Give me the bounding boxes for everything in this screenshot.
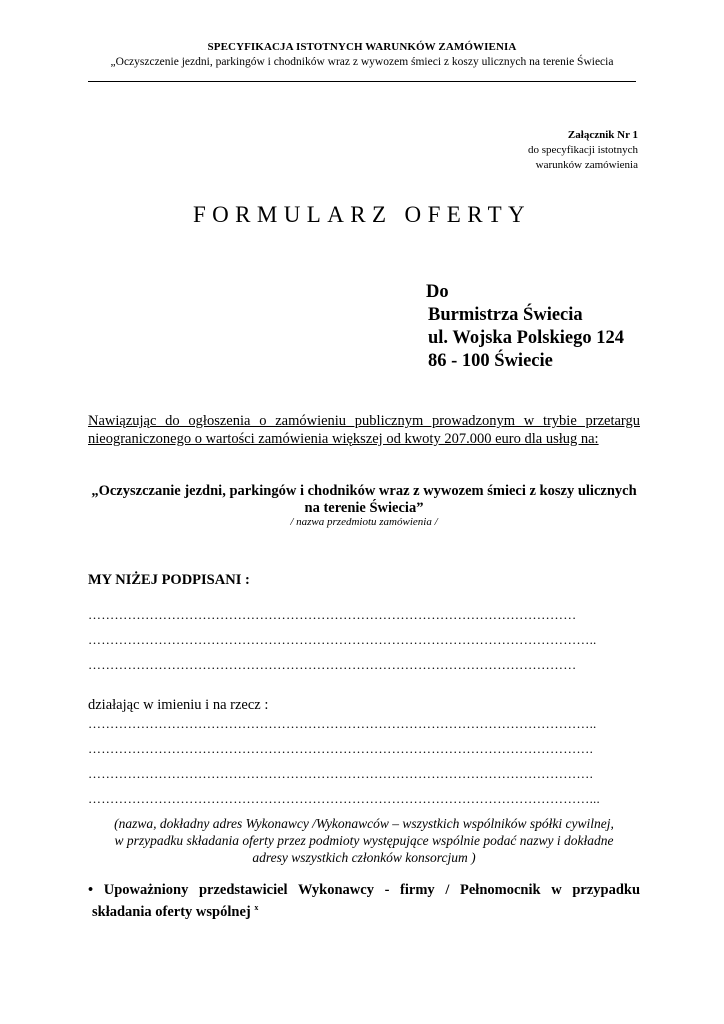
subject-line-2: na terenie Świecia” (304, 500, 424, 516)
representative-text-2: składania oferty wspólnej (92, 904, 251, 920)
annex-line-2: do specyfikacji istotnych (528, 144, 638, 156)
spec-header-subtitle: „Oczyszczenie jezdni, parkingów i chodników wraz z wywozem śmieci z koszy ulicznych na terenie Świecia (110, 56, 614, 68)
acting-fill-line-4[interactable]: ……………………………………………………………………………………………………... (88, 791, 600, 806)
addressee-block (428, 281, 624, 373)
signed-fill-line-2[interactable]: …………………………………………………………………………………………………….. (88, 632, 597, 647)
representative-line-2 (88, 899, 640, 921)
addressee-line-3: ul. Wojska Polskiego 124 (428, 328, 625, 348)
acting-fill-line-1[interactable]: …………………………………………………………………………………………………….. (88, 716, 597, 731)
intro-line-2: nieograniczonego o wartości zamówienia większej od kwoty 207.000 euro dla usług na: (88, 431, 599, 447)
acting-fill-line-2[interactable]: ……………………………………………………………………………………………………. (88, 741, 594, 756)
intro-line-1: Nawiązując do ogłoszenia o zamówieniu publicznym prowadzonym w trybie przetargu (88, 413, 640, 429)
address-note (88, 815, 640, 866)
addressee-line-1: Do (426, 282, 449, 302)
spec-header-title: SPECYFIKACJA ISTOTNYCH WARUNKÓW ZAMÓWIENIA (207, 41, 517, 53)
address-note-line-1: (nazwa, dokładny adres Wykonawcy /Wykonawców – wszystkich wspólników spółki cywilnej, (114, 816, 614, 831)
address-note-line-3: adresy wszystkich członków konsorcjum ) (252, 850, 476, 865)
signed-heading: MY NIŻEJ PODPISANI : (88, 572, 250, 588)
signed-fill-line-3[interactable]: ………………………………………………………………………………………………… (88, 657, 577, 672)
annex-block (528, 128, 638, 173)
annex-label: Załącznik Nr 1 (567, 129, 638, 141)
form-title: FORMULARZ OFERTY (192, 202, 532, 227)
acting-label: działając w imieniu i na rzecz : (88, 697, 269, 713)
footnote-marker: x (254, 903, 259, 912)
subject-block (88, 483, 640, 517)
address-note-line-2: w przypadku składania oferty przez podmioty występujące wspólnie podać nazwy i dokładne (114, 833, 614, 848)
representative-text-1: Upoważniony przedstawiciel Wykonawcy - firmy / Pełnomocnik w przypadku (103, 882, 641, 898)
addressee-line-4: 86 - 100 Świecie (428, 351, 553, 371)
addressee-line-2: Burmistrza Świecia (428, 305, 583, 325)
subject-line-1: „Oczyszczanie jezdni, parkingów i chodników wraz z wywozem śmieci z koszy ulicznych (91, 483, 637, 499)
bullet-icon: • (88, 882, 94, 898)
representative-block (88, 882, 640, 921)
subject-note: / nazwa przedmiotu zamówienia / (290, 516, 438, 528)
intro-paragraph (88, 412, 640, 448)
signed-fill-line-1[interactable]: ………………………………………………………………………………………………… (88, 607, 577, 622)
representative-line-1 (88, 882, 640, 899)
acting-fill-line-3[interactable]: ……………………………………………………………………………………………………. (88, 766, 594, 781)
header-divider (88, 81, 636, 82)
annex-line-3: warunków zamówienia (535, 159, 638, 171)
